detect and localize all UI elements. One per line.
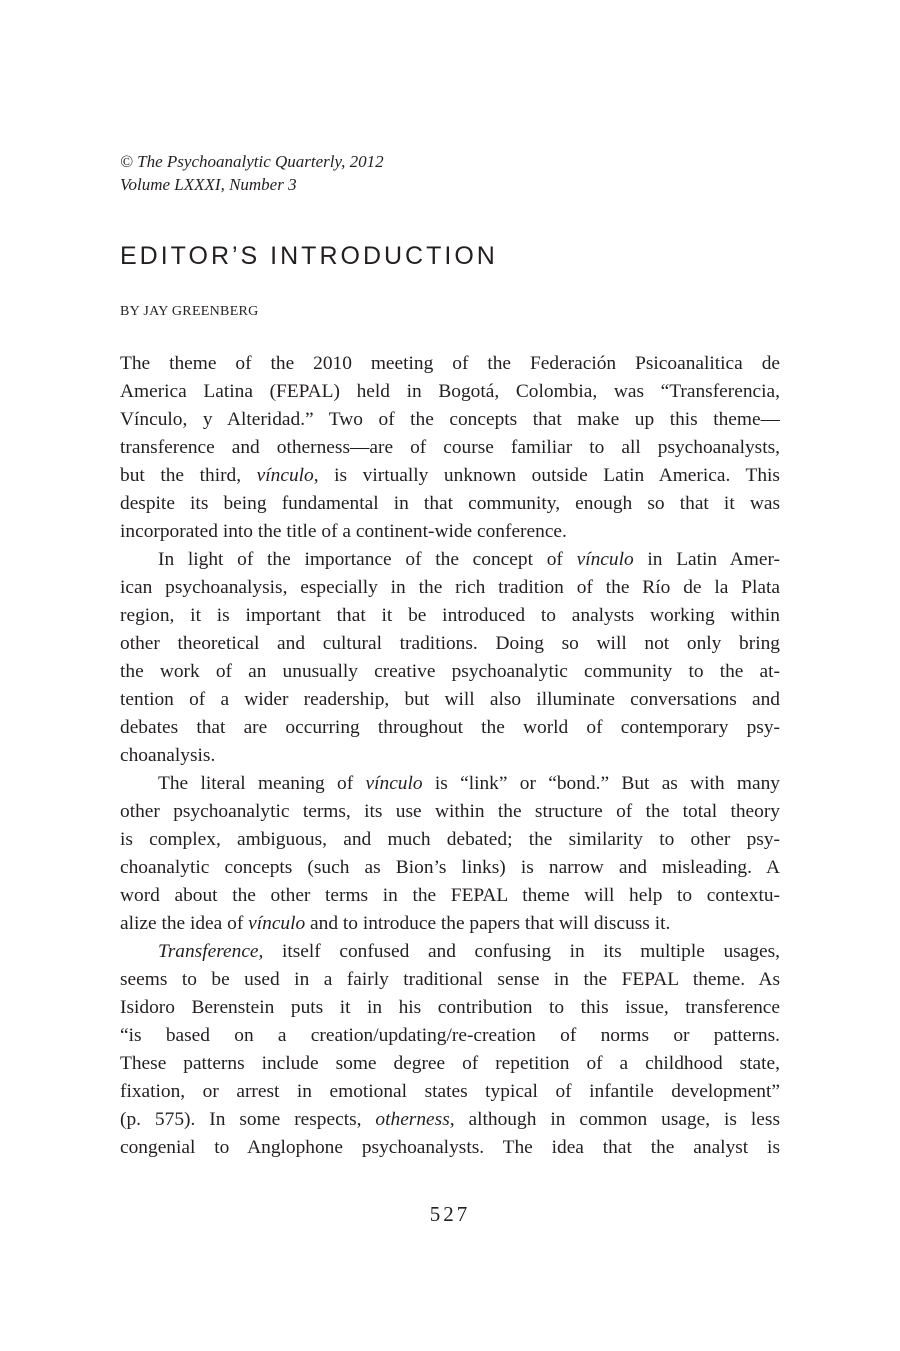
body-text-run: choanalysis. xyxy=(120,745,216,766)
journal-masthead xyxy=(120,150,780,196)
body-text-run: in Latin Amer- xyxy=(633,549,780,570)
body-line xyxy=(120,882,780,910)
italic-term: Transference, xyxy=(158,941,264,962)
body-line xyxy=(120,994,780,1022)
body-text-run: other psychoanalytic terms, its use within the structure of the total theory xyxy=(120,801,780,822)
journal-volume-line: Volume LXXXI, Number 3 xyxy=(120,175,297,194)
body-text-run: but the third, xyxy=(120,465,257,486)
body-text-run: word about the other terms in the FEPAL theme will help to contextu- xyxy=(120,885,780,906)
article-byline: BY JAY GREENBERG xyxy=(120,304,259,319)
body-line xyxy=(120,714,780,742)
body-text-run: “is based on a creation/updating/re-creation of norms or patterns. xyxy=(120,1025,780,1046)
italic-term: vínculo xyxy=(576,549,634,570)
body-text-run: is complex, ambiguous, and much debated; the similarity to other psy- xyxy=(120,829,780,850)
body-line xyxy=(120,770,780,798)
body-line xyxy=(120,686,780,714)
article-body xyxy=(120,350,780,1162)
body-line xyxy=(120,602,780,630)
body-text-run: Isidoro Berenstein puts it in his contribution to this issue, transference xyxy=(120,997,780,1018)
body-text-run: ican psychoanalysis, especially in the rich tradition of the Río de la Plata xyxy=(120,577,780,598)
page-number: 527 xyxy=(429,1202,471,1226)
body-text-run: In light of the importance of the concept of xyxy=(158,549,577,570)
body-line xyxy=(120,518,780,546)
article-title: EDITOR’S INTRODUCTION xyxy=(120,242,498,270)
body-text-run: other theoretical and cultural traditions. Doing so will not only bring xyxy=(120,633,780,654)
body-line xyxy=(120,966,780,994)
body-line xyxy=(120,938,780,966)
body-line xyxy=(120,1022,780,1050)
body-text-run: although in common usage, is less xyxy=(454,1109,780,1130)
body-line xyxy=(120,462,780,490)
body-text-run: alize the idea of xyxy=(120,913,249,934)
body-text-run: itself confused and confusing in its multiple usages, xyxy=(263,941,780,962)
body-text-run: and to introduce the papers that will discuss it. xyxy=(305,913,671,934)
body-line xyxy=(120,630,780,658)
body-line xyxy=(120,1078,780,1106)
body-line xyxy=(120,434,780,462)
body-text-run: congenial to Anglophone psychoanalysts. The idea that the analyst is xyxy=(120,1137,780,1158)
body-text-run: Vínculo, y Alteridad.” Two of the concepts that make up this theme— xyxy=(120,409,780,430)
body-line xyxy=(120,1134,780,1162)
body-line xyxy=(120,826,780,854)
body-line xyxy=(120,1050,780,1078)
body-text-run: choanalytic concepts (such as Bion’s links) is narrow and misleading. A xyxy=(120,857,780,878)
body-line xyxy=(120,742,780,770)
body-line xyxy=(120,406,780,434)
body-text-run: , is virtually unknown outside Latin America. This xyxy=(313,465,780,486)
body-line xyxy=(120,490,780,518)
body-line xyxy=(120,546,780,574)
body-text-run: tention of a wider readership, but will also illuminate conversations and xyxy=(120,689,780,710)
body-text-run: seems to be used in a fairly traditional sense in the FEPAL theme. As xyxy=(120,969,780,990)
body-text-run: (p. 575). In some respects, xyxy=(120,1109,376,1130)
body-line xyxy=(120,350,780,378)
body-text-run: fixation, or arrest in emotional states typical of infantile development” xyxy=(120,1081,780,1102)
body-text-run: These patterns include some degree of repetition of a childhood state, xyxy=(120,1053,780,1074)
body-line xyxy=(120,910,780,938)
body-text-run: incorporated into the title of a continent-wide conference. xyxy=(120,521,567,542)
italic-term: otherness, xyxy=(375,1109,455,1130)
body-line xyxy=(120,798,780,826)
body-line xyxy=(120,574,780,602)
body-line xyxy=(120,854,780,882)
italic-term: vínculo xyxy=(248,913,306,934)
body-line xyxy=(120,1106,780,1134)
italic-term: vínculo xyxy=(365,773,423,794)
body-text-run: region, it is important that it be introduced to analysts working within xyxy=(120,605,780,626)
body-text-run: The theme of the 2010 meeting of the Federación Psicoanalitica de xyxy=(120,353,780,374)
body-line xyxy=(120,378,780,406)
body-text-run: transference and otherness—are of course familiar to all psychoanalysts, xyxy=(120,437,780,458)
body-text-run: despite its being fundamental in that community, enough so that it was xyxy=(120,493,780,514)
body-text-run: the work of an unusually creative psychoanalytic community to the at- xyxy=(120,661,780,682)
body-text-run: America Latina (FEPAL) held in Bogotá, Colombia, was “Transferencia, xyxy=(120,381,780,402)
body-text-run: debates that are occurring throughout the world of contemporary psy- xyxy=(120,717,780,738)
journal-copyright-line: © The Psychoanalytic Quarterly, 2012 xyxy=(120,152,384,171)
body-line xyxy=(120,658,780,686)
body-text-run: is “link” or “bond.” But as with many xyxy=(422,773,780,794)
body-text-run: The literal meaning of xyxy=(158,773,366,794)
italic-term: vínculo xyxy=(256,465,314,486)
